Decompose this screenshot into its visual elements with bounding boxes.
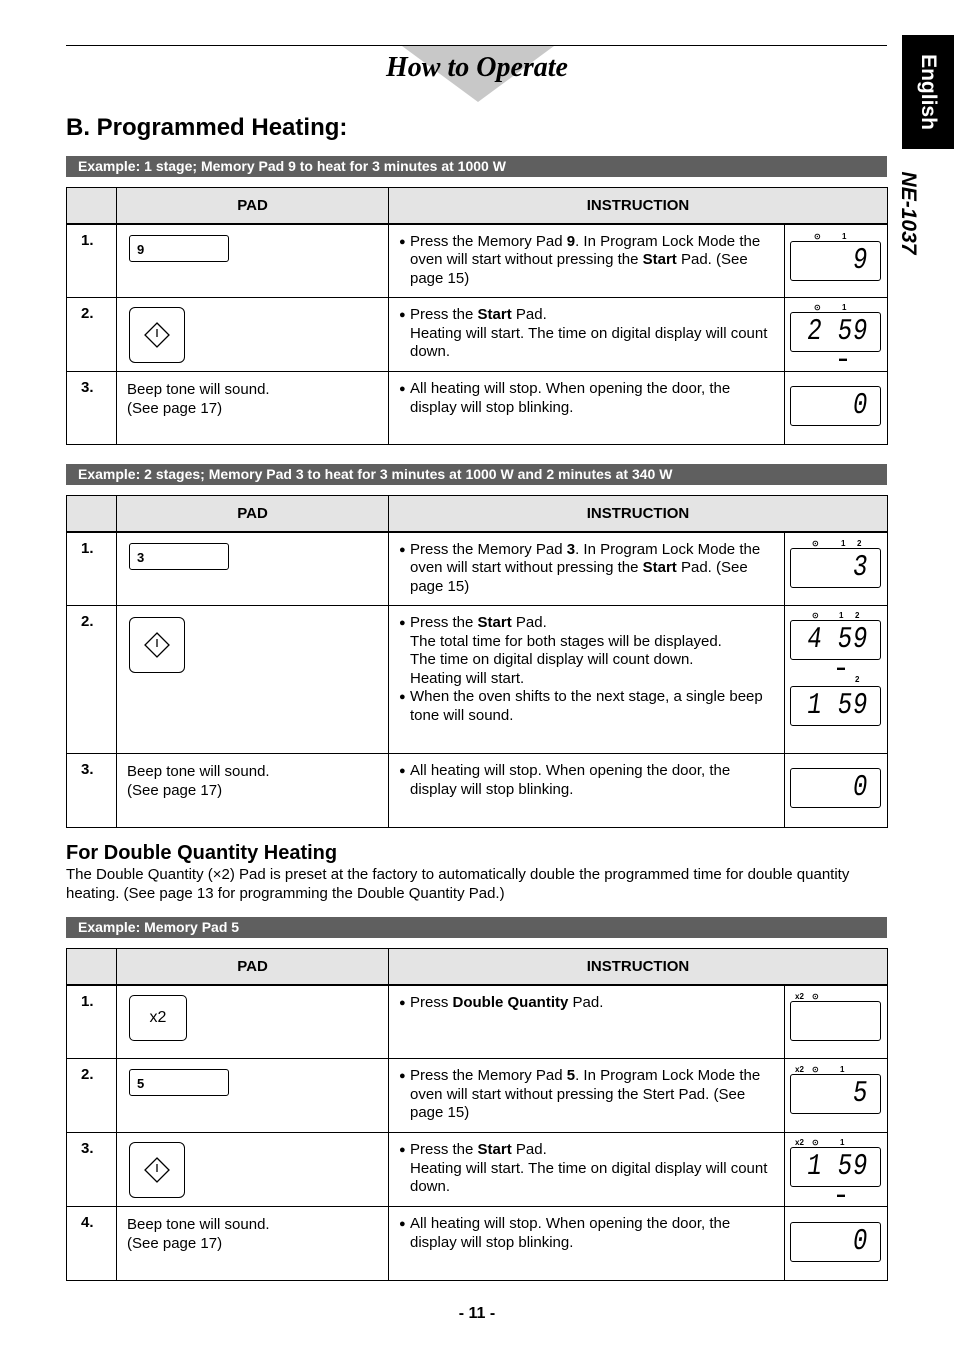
col-instruction: INSTRUCTION [389, 188, 888, 224]
instruction-text: All heating will stop. When opening the door, the display will stop blinking. [410, 380, 731, 416]
display-digits: 9 [850, 243, 871, 278]
col-num [67, 188, 117, 224]
step-number: 2. [67, 1059, 117, 1133]
example-2-bar: Example: 2 stages; Memory Pad 3 to heat for 3 minutes at 1000 W and 2 minutes at 340 W [66, 464, 887, 485]
example-3-table [66, 948, 888, 1281]
col-num [67, 496, 117, 532]
display-digits: 0 [850, 1225, 871, 1259]
stage-indicator: 2 [855, 611, 860, 620]
language-tab [902, 35, 954, 149]
pad-note [117, 372, 389, 445]
start-icon [144, 632, 170, 658]
start-pad[interactable] [129, 617, 185, 673]
heat-indicator-icon: ▬ [839, 354, 847, 363]
stage-indicator: 1 [842, 303, 847, 312]
lcd-display [790, 1074, 881, 1114]
x2-indicator: x2 [795, 1138, 804, 1147]
col-pad: PAD [117, 496, 389, 532]
example-3-bar: Example: Memory Pad 5 [66, 917, 887, 938]
model-number: NE-1037 [897, 171, 920, 255]
pad-note [117, 1207, 389, 1281]
lcd-display [790, 548, 881, 588]
display-digits: 5 [850, 1077, 871, 1111]
col-num [67, 949, 117, 985]
step-number: 3. [67, 372, 117, 445]
table-row [67, 532, 888, 606]
table-row [67, 224, 888, 298]
start-pad[interactable] [129, 307, 185, 363]
note-line: Beep tone will sound. [127, 1216, 270, 1233]
step-number: 1. [67, 532, 117, 606]
table-row [67, 1059, 888, 1133]
table-row [67, 1133, 888, 1207]
table-row [67, 372, 888, 445]
oven-indicator-icon: ⊙ [812, 538, 819, 548]
instruction: ● Press the Start Pad. Heating will start. The time on digital display will count down. [389, 298, 785, 372]
x2-indicator: x2 [795, 1065, 804, 1074]
lcd-display [790, 620, 881, 660]
heat-indicator-icon: ▬ [837, 1190, 845, 1199]
note-line: Beep tone will sound. [127, 381, 270, 398]
instruction: ● Press Double Quantity Pad. [389, 985, 785, 1059]
memory-pad-9[interactable]: 9 [129, 235, 229, 262]
page-number: - 11 - [458, 1305, 496, 1322]
language-label: English [917, 54, 940, 130]
display-digits: 2 59 [804, 315, 871, 349]
note-line: (See page 17) [127, 400, 223, 417]
table-row [67, 606, 888, 754]
display-digits: 0 [850, 389, 871, 423]
display-digits: 3 [850, 550, 871, 585]
example-2-table [66, 495, 888, 828]
step-number: 2. [67, 606, 117, 754]
example-1-bar: Example: 1 stage; Memory Pad 9 to heat for 3 minutes at 1000 W [66, 156, 887, 177]
memory-pad-5[interactable]: 5 [129, 1069, 229, 1096]
lcd-display [790, 241, 881, 281]
x2-indicator: x2 [795, 991, 804, 1001]
memory-pad-3[interactable]: 3 [129, 543, 229, 570]
step-number: 4. [67, 1207, 117, 1281]
oven-indicator-icon: ⊙ [814, 231, 821, 241]
step-number: 1. [67, 224, 117, 298]
instruction: ● Press the Memory Pad 3. In Program Lock Mode the oven will start without pressing the Start Pad. (See page 15) [389, 532, 785, 606]
double-quantity-heading: For Double Quantity Heating [66, 842, 338, 864]
start-pad[interactable] [129, 1142, 185, 1198]
heat-indicator-icon: ▬ [837, 663, 845, 672]
table-row [67, 298, 888, 372]
col-instruction: INSTRUCTION [389, 496, 888, 532]
lcd-display [790, 312, 881, 352]
instruction: ● Press the Memory Pad 5. In Program Lock Mode the oven will start without pressing the Stert Pad. (See page 15) [389, 1059, 785, 1133]
double-quantity-text: The Double Quantity (×2) Pad is preset at the factory to automatically double the programmed time for double quantity heating. (See page 13 for programming the Double Quantity Pad.) [66, 866, 850, 902]
oven-indicator-icon: ⊙ [812, 1138, 819, 1147]
example-1-table [66, 187, 888, 445]
col-pad: PAD [117, 949, 389, 985]
note-line: (See page 17) [127, 1235, 223, 1252]
oven-indicator-icon: ⊙ [812, 611, 819, 620]
display-digits: 1 59 [804, 689, 871, 723]
start-icon [144, 1157, 170, 1183]
stage-indicator: 1 [842, 231, 847, 241]
table-row [67, 1207, 888, 1281]
display-digits: 4 59 [804, 623, 871, 657]
col-instruction: INSTRUCTION [389, 949, 888, 985]
note-line: Beep tone will sound. [127, 763, 270, 780]
pad-note [117, 754, 389, 828]
note-line: (See page 17) [127, 782, 223, 799]
table-row [67, 754, 888, 828]
display-digits: 1 59 [804, 1150, 871, 1184]
stage-indicator: 1 [841, 538, 846, 548]
section-title: B. Programmed Heating: [66, 114, 348, 141]
table-row [67, 985, 888, 1059]
lcd-display [790, 1147, 881, 1187]
double-quantity-pad[interactable]: x2 [129, 995, 187, 1041]
instruction: ● Press the Start Pad. Heating will start. The time on digital display will count down. [389, 1133, 785, 1207]
instruction: ● All heating will stop. When opening the door, the display will stop blinking. [389, 372, 785, 445]
oven-indicator-icon: ⊙ [814, 303, 821, 312]
stage-indicator: 2 [855, 675, 860, 684]
stage-indicator: 1 [840, 1138, 845, 1147]
instruction-text: All heating will stop. When opening the door, the display will stop blinking. [410, 762, 731, 798]
step-number: 3. [67, 754, 117, 828]
stage-indicator: 1 [839, 611, 844, 620]
step-number: 1. [67, 985, 117, 1059]
step-number: 2. [67, 298, 117, 372]
start-icon [144, 322, 170, 348]
page-title: How to Operate [386, 52, 568, 83]
lcd-display [790, 1001, 881, 1041]
instruction: ● Press the Memory Pad 9. In Program Lock Mode the oven will start without pressing the Start Pad. (See page 15) [389, 224, 785, 298]
col-pad: PAD [117, 188, 389, 224]
instruction-text: When the oven shifts to the next stage, a single beep tone will sound. [410, 688, 763, 724]
instruction: ● All heating will stop. When opening the door, the display will stop blinking. [389, 1207, 785, 1281]
lcd-display [790, 386, 881, 426]
oven-indicator-icon: ⊙ [812, 991, 819, 1001]
lcd-display [790, 1222, 881, 1262]
lcd-display-2 [790, 686, 881, 726]
display-digits: 0 [850, 771, 871, 805]
lcd-display [790, 768, 881, 808]
step-number: 3. [67, 1133, 117, 1207]
stage-indicator: 1 [840, 1065, 845, 1074]
instruction: ● All heating will stop. When opening the door, the display will stop blinking. [389, 754, 785, 828]
oven-indicator-icon: ⊙ [812, 1065, 819, 1074]
stage-indicator: 2 [857, 538, 862, 548]
instruction-text: All heating will stop. When opening the door, the display will stop blinking. [410, 1215, 731, 1251]
instruction: ● Press the Start Pad. The total time for both stages will be displayed. The time on digital display will count down. Heating will start. ● When the oven shifts to the next stage, a single beep tone will sound. [389, 606, 785, 754]
